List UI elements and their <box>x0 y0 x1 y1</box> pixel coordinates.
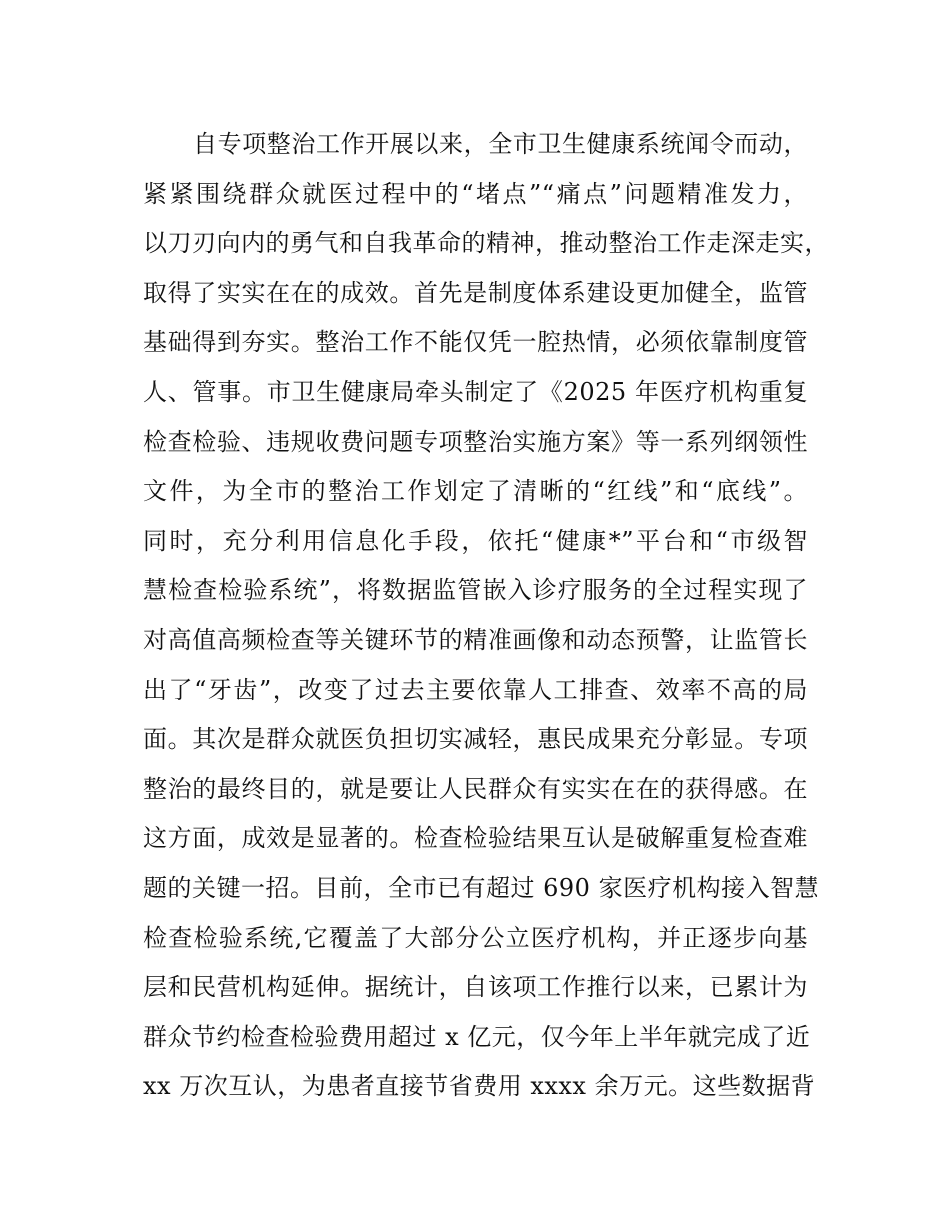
paragraph-line-17: 检查检验系统,它覆盖了大部分公立医疗机构，并正逐步向基 <box>143 923 808 952</box>
paragraph-line-3: 以刀刃向内的勇气和自我革命的精神，推动整治工作走深走实， <box>143 229 829 258</box>
paragraph-line-2: 紧紧围绕群众就医过程中的“堵点”“痛点”问题精准发力， <box>143 179 808 208</box>
paragraph-line-15: 这方面，成效是显著的。检查检验结果互认是破解重复检查难 <box>143 824 808 853</box>
paragraph-line-13: 面。其次是群众就医负担切实减轻，惠民成果充分彰显。专项 <box>143 725 808 754</box>
paragraph-line-12: 出了“牙齿”，改变了过去主要依靠人工排查、效率不高的局 <box>143 675 808 704</box>
paragraph-line-20: xx 万次互认，为患者直接节省费用 xxxx 余万元。这些数据背 <box>143 1072 816 1101</box>
paragraph-line-8: 文件，为全市的整治工作划定了清晰的“红线”和“底线”。 <box>143 477 808 506</box>
paragraph-line-5: 基础得到夯实。整治工作不能仅凭一腔热情，必须依靠制度管 <box>143 328 808 357</box>
body-paragraph <box>143 125 829 1117</box>
paragraph-line-6: 人、管事。市卫生健康局牵头制定了《2025 年医疗机构重复 <box>143 377 808 406</box>
paragraph-line-4: 取得了实实在在的成效。首先是制度体系建设更加健全，监管 <box>143 278 808 307</box>
paragraph-line-18: 层和民营机构延伸。据统计，自该项工作推行以来，已累计为 <box>143 973 808 1002</box>
paragraph-line-9: 同时，充分利用信息化手段，依托“健康*”平台和“市级智 <box>143 526 808 555</box>
paragraph-line-14: 整治的最终目的，就是要让人民群众有实实在在的获得感。在 <box>143 774 808 803</box>
paragraph-line-16: 题的关键一招。目前，全市已有超过 690 家医疗机构接入智慧 <box>143 873 820 902</box>
paragraph-line-7: 检查检验、违规收费问题专项整治实施方案》等一系列纲领性 <box>143 427 808 456</box>
paragraph-line-10: 慧检查检验系统”，将数据监管嵌入诊疗服务的全过程实现了 <box>143 576 808 605</box>
paragraph-line-11: 对高值高频检查等关键环节的精准画像和动态预警，让监管长 <box>143 625 808 654</box>
paragraph-line-1: 自专项整治工作开展以来，全市卫生健康系统闻令而动， <box>193 130 808 158</box>
paragraph-line-19: 群众节约检查检验费用超过 x 亿元，仅今年上半年就完成了近 <box>143 1022 811 1051</box>
